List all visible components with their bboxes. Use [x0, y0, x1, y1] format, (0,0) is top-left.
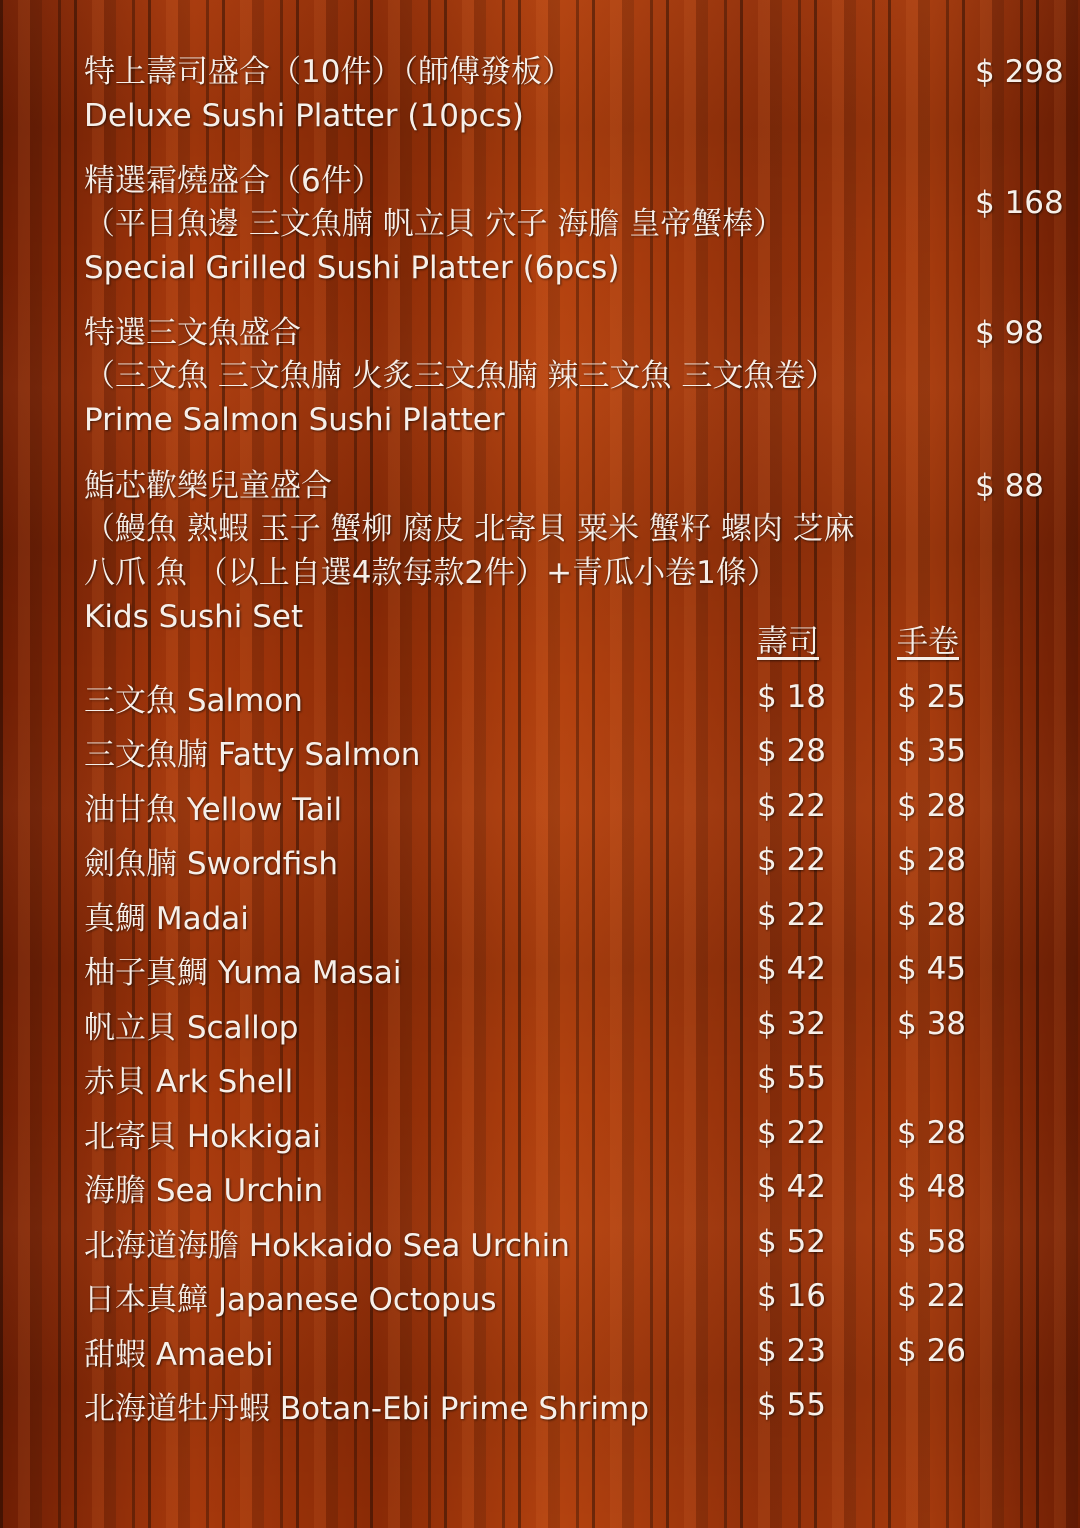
- item-sushi-price: $ 55: [757, 1060, 827, 1096]
- item-handroll-price: $ 22: [897, 1278, 967, 1314]
- item-name: 劍魚腩 Swordfish: [84, 846, 339, 882]
- item-sushi-price: $ 55: [757, 1387, 827, 1423]
- platter-price: $ 168: [975, 185, 1064, 221]
- item-name: 三文魚 Salmon: [84, 683, 303, 719]
- item-sushi-price: $ 42: [757, 951, 827, 987]
- item-sushi-price: $ 52: [757, 1224, 827, 1260]
- item-name: 北海道海膽 Hokkaido Sea Urchin: [84, 1228, 570, 1264]
- item-sushi-price: $ 28: [757, 733, 827, 769]
- item-name: 北海道牡丹蝦 Botan-Ebi Prime Shrimp: [84, 1391, 649, 1427]
- item-handroll-price: $ 25: [897, 679, 967, 715]
- item-sushi-price: $ 23: [757, 1333, 827, 1369]
- item-handroll-price: $ 28: [897, 842, 967, 878]
- item-name: 三文魚腩 Fatty Salmon: [84, 737, 421, 773]
- item-name: 日本真鱆 Japanese Octopus: [84, 1282, 497, 1318]
- item-name: 真鯛 Madai: [84, 901, 249, 937]
- item-sushi-price: $ 42: [757, 1169, 827, 1205]
- platter-title-en: Deluxe Sushi Platter (10pcs): [84, 98, 524, 134]
- column-header-handroll: 手卷: [897, 624, 959, 660]
- platter-price: $ 88: [975, 468, 1045, 504]
- item-handroll-price: $ 35: [897, 733, 967, 769]
- platter-title-zh: 精選霜燒盛合（6件）: [84, 163, 383, 199]
- platter-contents-cont: 八爪 魚 （以上自選4款每款2件）+青瓜小卷1條）: [84, 555, 778, 591]
- item-handroll-price: $ 28: [897, 788, 967, 824]
- item-sushi-price: $ 18: [757, 679, 827, 715]
- platter-price: $ 98: [975, 315, 1045, 351]
- item-name: 甜蝦 Amaebi: [84, 1337, 274, 1373]
- platter-contents: （鰻魚 熟蝦 玉子 蟹柳 腐皮 北寄貝 粟米 蟹籽 螺肉 芝麻: [84, 511, 855, 547]
- item-handroll-price: $ 38: [897, 1006, 967, 1042]
- item-sushi-price: $ 22: [757, 1115, 827, 1151]
- item-name: 北寄貝 Hokkigai: [84, 1119, 321, 1155]
- platter-title-en: Prime Salmon Sushi Platter: [84, 402, 505, 438]
- platter-title-zh: 特選三文魚盛合: [84, 315, 301, 351]
- platter-title-en: Special Grilled Sushi Platter (6pcs): [84, 250, 620, 286]
- item-name: 油甘魚 Yellow Tail: [84, 792, 343, 828]
- item-handroll-price: $ 58: [897, 1224, 967, 1260]
- platter-title-zh: 鮨芯歡樂兒童盛合: [84, 468, 332, 504]
- item-handroll-price: $ 28: [897, 1115, 967, 1151]
- item-sushi-price: $ 22: [757, 897, 827, 933]
- item-name: 海膽 Sea Urchin: [84, 1173, 324, 1209]
- item-sushi-price: $ 22: [757, 788, 827, 824]
- platter-contents: （三文魚 三文魚腩 火炙三文魚腩 辣三文魚 三文魚卷）: [84, 358, 837, 394]
- item-handroll-price: $ 48: [897, 1169, 967, 1205]
- platter-contents: （平目魚邊 三文魚腩 帆立貝 穴子 海膽 皇帝蟹棒）: [84, 206, 785, 242]
- item-sushi-price: $ 16: [757, 1278, 827, 1314]
- platter-title-zh: 特上壽司盛合（10件）（師傅發板）: [84, 54, 573, 90]
- item-handroll-price: $ 28: [897, 897, 967, 933]
- item-name: 赤貝 Ark Shell: [84, 1064, 294, 1100]
- item-handroll-price: $ 45: [897, 951, 967, 987]
- item-sushi-price: $ 32: [757, 1006, 827, 1042]
- platter-title-en: Kids Sushi Set: [84, 599, 304, 635]
- item-sushi-price: $ 22: [757, 842, 827, 878]
- column-header-sushi: 壽司: [757, 624, 819, 660]
- item-name: 柚子真鯛 Yuma Masai: [84, 955, 402, 991]
- item-handroll-price: $ 26: [897, 1333, 967, 1369]
- item-name: 帆立貝 Scallop: [84, 1010, 299, 1046]
- platter-price: $ 298: [975, 54, 1064, 90]
